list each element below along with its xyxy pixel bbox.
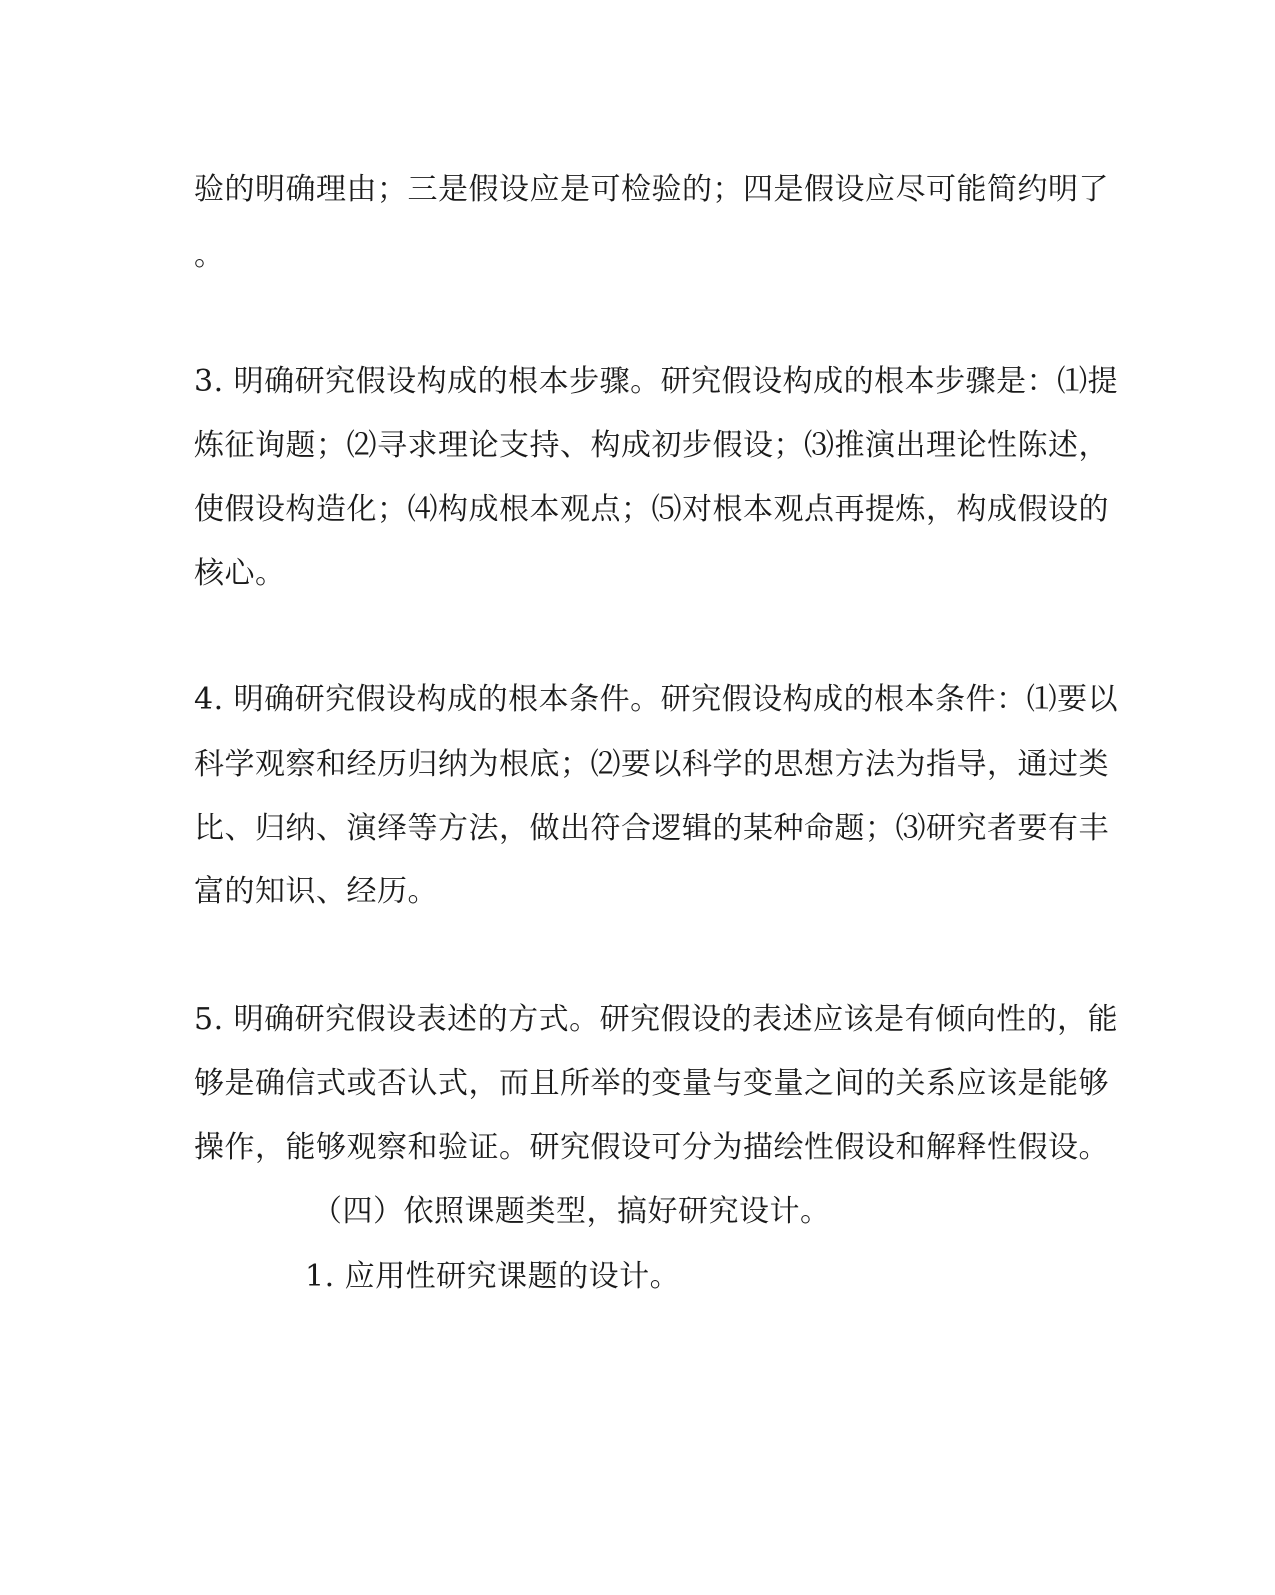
paragraph-line: 富的知识、经历。 [194,874,438,909]
paragraph-line: 3. 明确研究假设构成的根本步骤。研究假设构成的根本步骤是：⑴提 [194,364,1119,399]
paragraph-line: 4. 明确研究假设构成的根本条件。研究假设构成的根本条件：⑴要以 [194,682,1119,717]
paragraph-line: 。 [194,238,225,273]
paragraph-line: 科学观察和经历归纳为根底；⑵要以科学的思想方法为指导，通过类 [194,747,1109,782]
paragraph-line: 操作，能够观察和验证。研究假设可分为描绘性假设和解释性假设。 [194,1130,1109,1165]
paragraph-line: 比、归纳、演绎等方法，做出符合逻辑的某种命题；⑶研究者要有丰 [194,811,1109,846]
subsection-heading: 1. 应用性研究课题的设计。 [305,1259,681,1294]
paragraph-line: 炼征询题；⑵寻求理论支持、构成初步假设；⑶推演出理论性陈述， [194,428,1109,463]
paragraph-line: 使假设构造化；⑷构成根本观点；⑸对根本观点再提炼，构成假设的 [194,492,1109,527]
paragraph-line: 5. 明确研究假设表述的方式。研究假设的表述应该是有倾向性的，能 [194,1002,1119,1037]
paragraph-line: 够是确信式或否认式，而且所举的变量与变量之间的关系应该是能够 [194,1066,1109,1101]
section-heading: （四）依照课题类型，搞好研究设计。 [312,1194,831,1229]
paragraph-line: 核心。 [194,556,286,591]
paragraph-line: 验的明确理由；三是假设应是可检验的；四是假设应尽可能简约明了 [194,172,1109,207]
